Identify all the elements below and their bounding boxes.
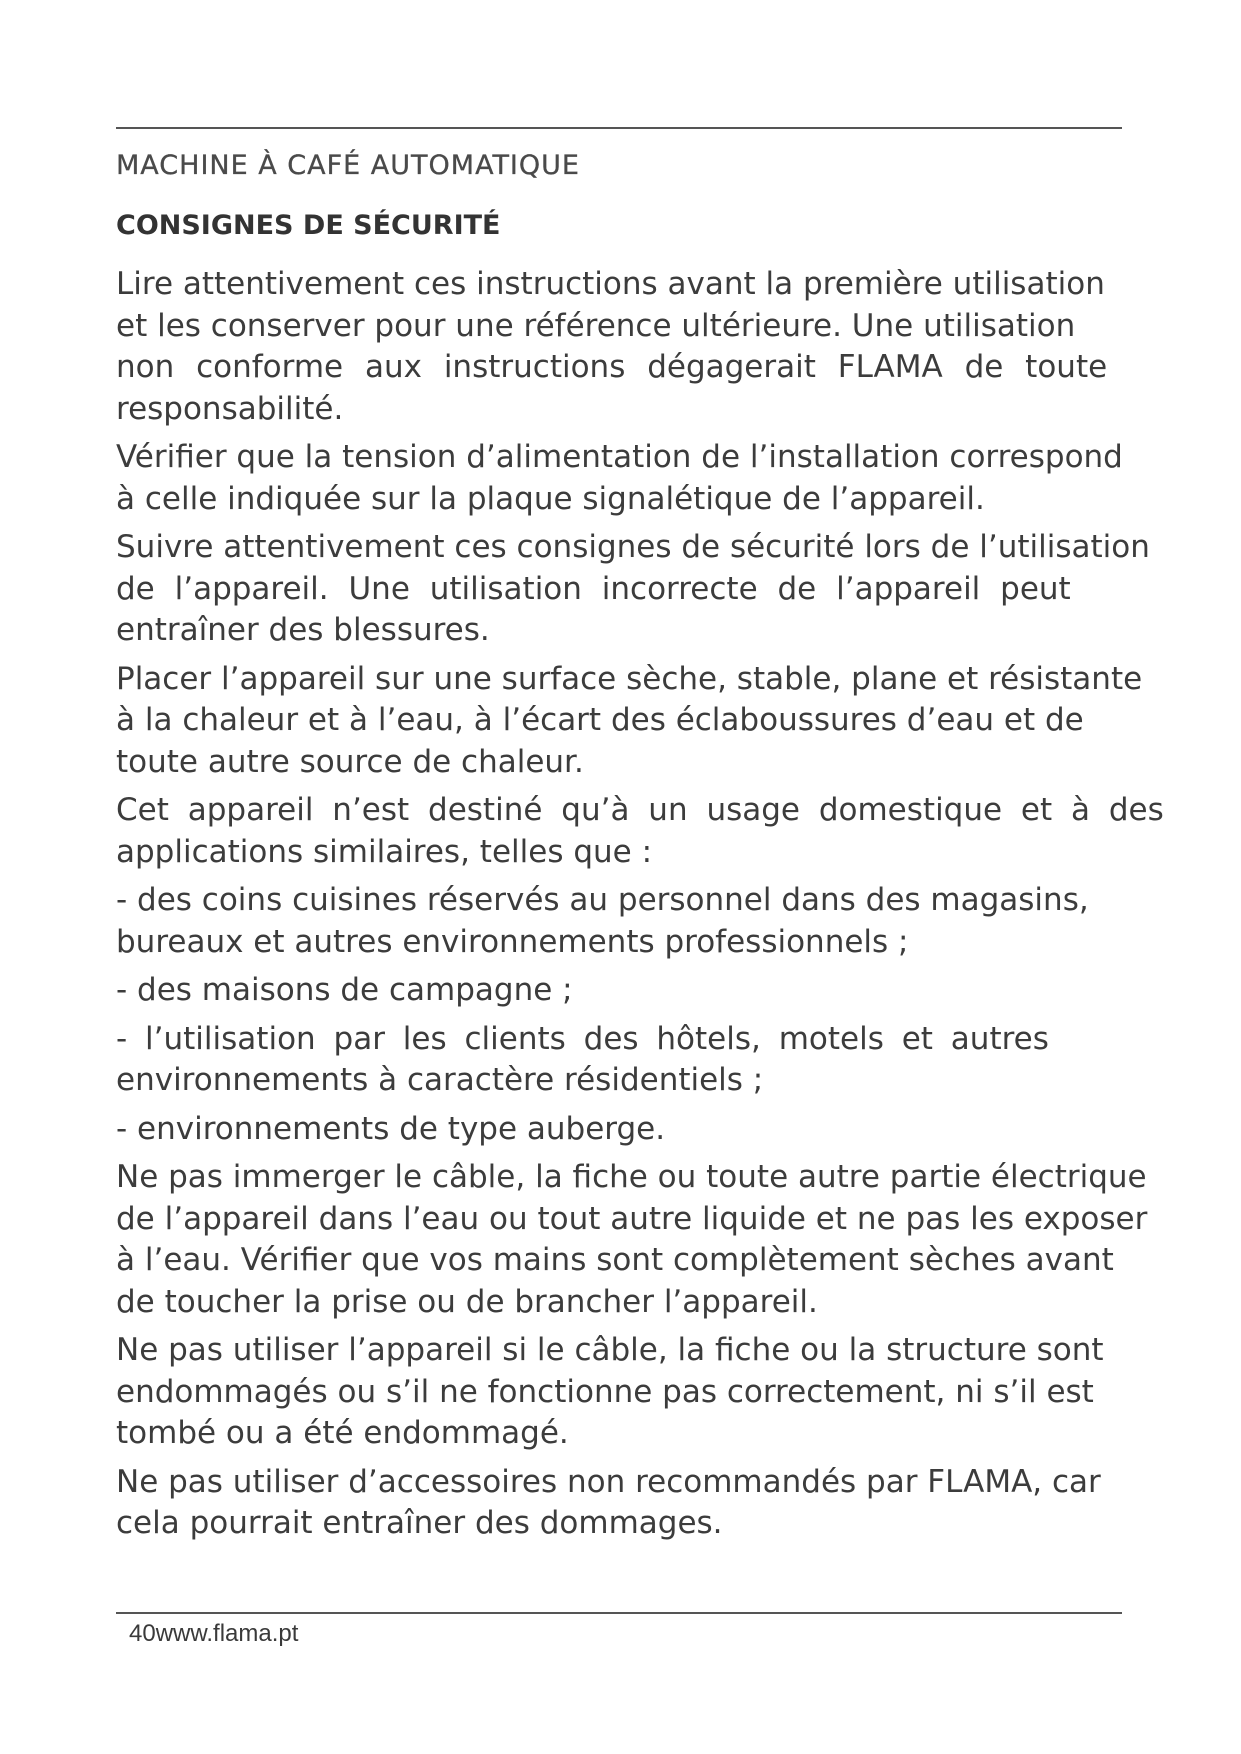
list-item-hotel-clients: - l’utilisation par les clients des hôtels, motels et autres environnements à caractère résidentiels ;	[116, 1020, 1049, 1098]
document-title: MACHINE À CAFÉ AUTOMATIQUE	[116, 150, 580, 181]
header-divider	[116, 127, 1122, 129]
paragraph-reading-instructions: Lire attentivement ces instructions avant la première utilisation et les conserver pour une référence ultérieure. Une utilisation non conforme aux instructions dégagerait FLAMA de toute responsabilité.	[116, 266, 1108, 427]
website-link[interactable]: www.flama.pt	[155, 1620, 299, 1647]
page-footer	[129, 1620, 298, 1648]
paragraph-do-not-immerse: Ne pas immerger le câble, la fiche ou toute autre partie électrique de l’appareil dans l’eau ou tout autre liquide et ne pas les exposer à l’eau. Vérifier que vos mains sont complètement sèches avant de toucher la prise ou de brancher l’appareil.	[116, 1159, 1148, 1320]
paragraph-damaged-appliance: Ne pas utiliser l’appareil si le câble, la fiche ou la structure sont endommagés ou s’il ne fonctionne pas correctement, ni s’il est tombé ou a été endommagé.	[116, 1332, 1104, 1451]
page-number: 40	[129, 1620, 156, 1647]
section-heading: CONSIGNES DE SÉCURITÉ	[116, 210, 501, 241]
safety-instructions-body	[116, 264, 1166, 1552]
list-item-staff-kitchens: - des coins cuisines réservés au personnel dans des magasins, bureaux et autres environnements professionnels ;	[116, 882, 1089, 960]
paragraph-accessories: Ne pas utiliser d’accessoires non recommandés par FLAMA, car cela pourrait entraîner des dommages.	[116, 1463, 1101, 1541]
paragraph-domestic-use: Cet appareil n’est destiné qu’à un usage domestique et à des applications similaires, telles que :	[116, 792, 1164, 870]
paragraph-voltage-check: Vérifier que la tension d’alimentation de l’installation correspond à celle indiquée sur la plaque signalétique de l’appareil.	[116, 439, 1123, 517]
paragraph-follow-instructions: Suivre attentivement ces consignes de sécurité lors de l’utilisation de l’appareil. Une utilisation incorrecte de l’appareil peut entraîner des blessures.	[116, 529, 1150, 648]
list-item-farm-houses: - des maisons de campagne ;	[116, 972, 573, 1008]
paragraph-placement: Placer l’appareil sur une surface sèche, stable, plane et résistante à la chaleur et à l’eau, à l’écart des éclaboussures d’eau et de toute autre source de chaleur.	[116, 660, 1143, 780]
list-item-bed-and-breakfast: - environnements de type auberge.	[116, 1110, 666, 1147]
footer-divider	[116, 1612, 1122, 1614]
